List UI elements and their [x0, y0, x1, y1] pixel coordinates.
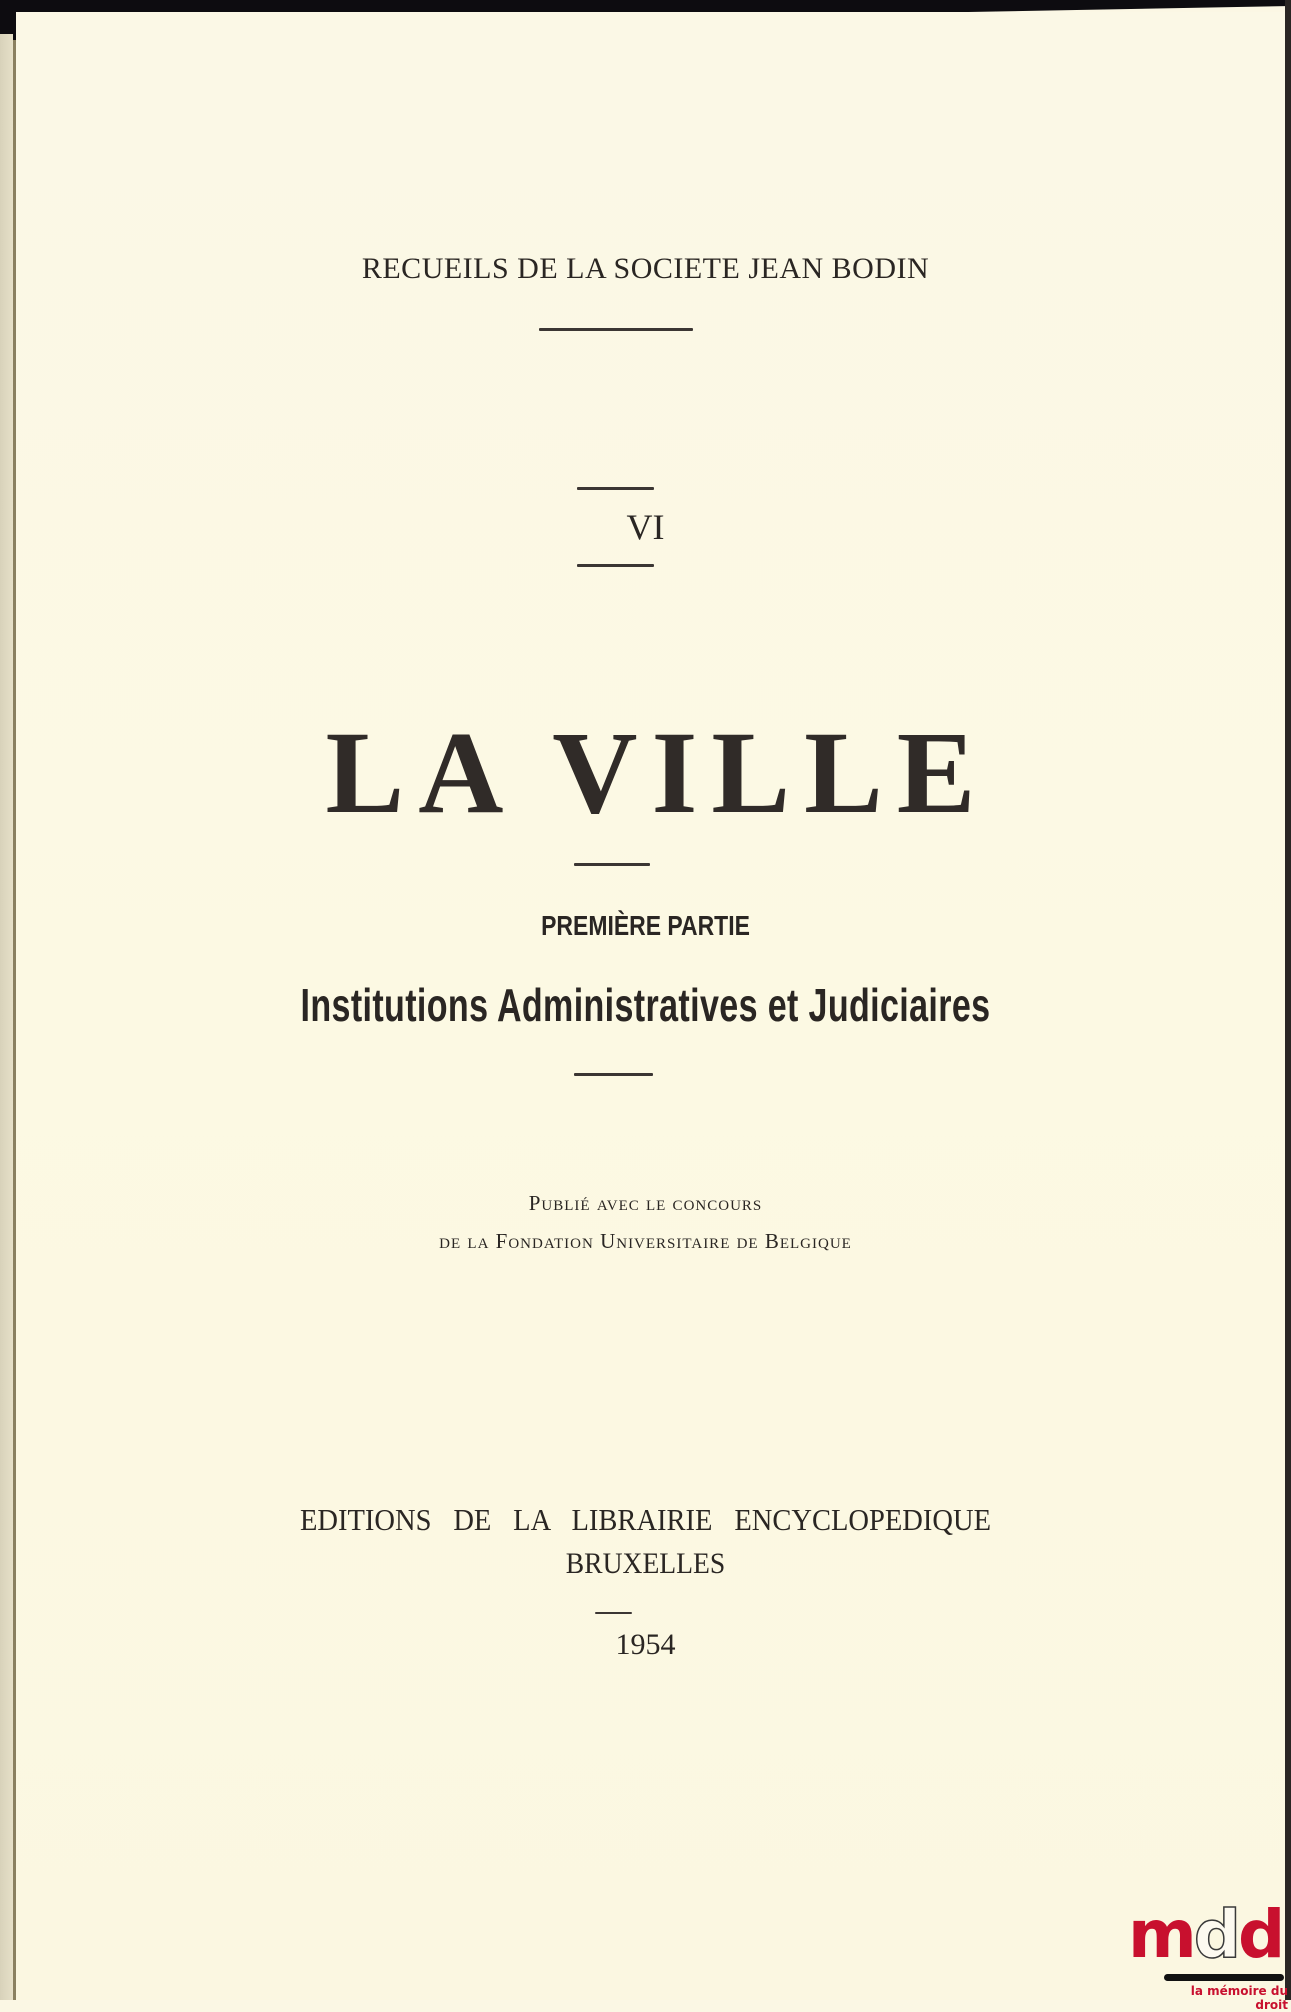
logo-tagline: la mémoire du droit	[1190, 1984, 1288, 2012]
logo-underline	[1164, 1974, 1284, 1981]
main-title: LA VILLE	[325, 707, 990, 838]
mdd-logo-icon	[1128, 1896, 1283, 1973]
part-title: PREMIÈRE PARTIE	[541, 910, 750, 941]
publisher-name: EDITIONS DE LA LIBRAIRIE ENCYCLOPEDIQUE	[299, 1502, 992, 1537]
page-gutter-fold	[13, 40, 16, 2000]
mdd-logo	[1128, 1896, 1288, 2012]
logo-letter-d: d	[1238, 1896, 1283, 1973]
volume-number: VI	[626, 507, 665, 547]
sponsor-line-2: de la Fondation Universitaire de Belgique	[439, 1229, 852, 1253]
volume-rule-bottom	[577, 564, 654, 567]
sponsor-line-1: Publié avec le concours	[528, 1191, 763, 1215]
logo-letter-m: m	[1128, 1896, 1194, 1973]
facing-page-edge	[0, 34, 13, 2000]
divider-rule	[574, 863, 650, 866]
scan-right-border	[1285, 0, 1291, 2000]
volume-rule-top	[577, 487, 654, 490]
series-title: RECUEILS DE LA SOCIETE JEAN BODIN	[361, 252, 930, 285]
year-dash	[595, 1612, 632, 1614]
divider-rule	[539, 328, 693, 331]
divider-rule	[574, 1073, 653, 1076]
subtitle: Institutions Administratives et Judiciaires	[300, 979, 991, 1031]
logo-letter-d-outline: d	[1193, 1896, 1239, 1973]
publication-year: 1954	[615, 1628, 676, 1661]
publisher-city: BRUXELLES	[565, 1547, 726, 1580]
